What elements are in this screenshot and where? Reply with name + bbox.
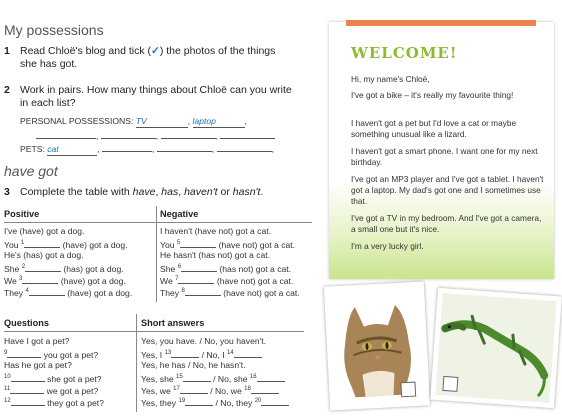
exercise-3-instructions bbox=[20, 186, 263, 199]
pets-blank[interactable] bbox=[102, 142, 152, 152]
item-number: 19 bbox=[178, 398, 186, 405]
negative-row bbox=[160, 238, 295, 250]
answer-blank[interactable] bbox=[7, 348, 41, 358]
blog-paragraph-1: Hi, my name's Chloë, bbox=[351, 74, 430, 84]
answer-blank[interactable] bbox=[22, 274, 58, 284]
item-number: 10 bbox=[4, 374, 11, 381]
negative-row bbox=[160, 250, 270, 260]
possessions-answer-1[interactable]: TV bbox=[136, 116, 188, 128]
questions-header: Questions bbox=[4, 318, 49, 328]
positive-row bbox=[4, 226, 84, 236]
item-number: 20 bbox=[254, 398, 262, 405]
pets-blank[interactable] bbox=[157, 142, 212, 152]
negative-row bbox=[160, 274, 293, 286]
short-answer-row bbox=[141, 396, 289, 408]
item-number: 3 bbox=[19, 276, 23, 283]
item-number: 8 bbox=[181, 288, 185, 295]
row-text: they got a pet? bbox=[44, 398, 104, 408]
item-number: 1 bbox=[20, 240, 25, 247]
row-text: Have I got a pet? bbox=[4, 336, 70, 346]
negative-row bbox=[160, 286, 300, 298]
word-havent: haven't bbox=[184, 186, 218, 198]
exercise-3-sep: , bbox=[155, 186, 162, 198]
answer-blank[interactable] bbox=[257, 372, 285, 382]
row-text: / No, we bbox=[207, 386, 245, 396]
item-number: 17 bbox=[173, 386, 180, 393]
exercise-2-text-a: Work in pairs. How many things about Chloë can you write bbox=[20, 84, 292, 96]
question-row bbox=[4, 360, 72, 370]
positive-row bbox=[4, 274, 126, 286]
pets-line: PETS: cat , , , , bbox=[20, 144, 274, 154]
table-2-rule bbox=[4, 331, 304, 332]
answer-blank[interactable] bbox=[178, 274, 214, 284]
possessions-blank[interactable] bbox=[36, 129, 96, 139]
exercise-2-instructions bbox=[20, 84, 320, 110]
blog-card-top-strip bbox=[346, 20, 536, 26]
row-text: Has he got a pet? bbox=[4, 360, 72, 370]
pets-answer-1[interactable]: cat bbox=[47, 144, 97, 156]
row-text: You bbox=[4, 240, 21, 250]
row-text: You bbox=[160, 240, 177, 250]
row-text: / No, they bbox=[213, 398, 255, 408]
lizard-photo bbox=[430, 288, 562, 408]
table-1-rule bbox=[4, 222, 312, 223]
row-text: (have not) got a cat. bbox=[220, 288, 300, 298]
row-text: They bbox=[4, 288, 26, 298]
answer-blank[interactable] bbox=[11, 372, 45, 382]
item-number: 14 bbox=[226, 350, 234, 357]
blog-paragraph-3: I haven't got a pet but I'd love a cat or maybe something unusual like a lizard. bbox=[351, 118, 517, 139]
lizard-image bbox=[430, 288, 562, 408]
word-have: have bbox=[132, 186, 156, 198]
item-number: 5 bbox=[176, 240, 181, 247]
row-text: (have) got a dog. bbox=[60, 240, 128, 250]
answer-blank[interactable] bbox=[10, 384, 44, 394]
item-number: 15 bbox=[176, 374, 183, 381]
exercise-3-text-a: Complete the table with bbox=[20, 186, 133, 198]
answer-blank[interactable] bbox=[11, 396, 45, 406]
possessions-answer-2[interactable]: laptop bbox=[193, 116, 245, 128]
exercise-1-text-a: Read Chloë's blog and tick ( bbox=[20, 45, 151, 57]
row-text: Yes, he has / No, he hasn't. bbox=[141, 360, 246, 370]
question-row bbox=[4, 384, 98, 396]
positive-row bbox=[4, 250, 84, 260]
cat-tick-box[interactable] bbox=[401, 382, 416, 397]
answer-blank[interactable] bbox=[29, 286, 65, 296]
blog-paragraph-4: I haven't got a smart phone. I want one for my next birthday. bbox=[351, 146, 538, 167]
row-text: (have not) got a cat. bbox=[214, 276, 294, 286]
positive-header: Positive bbox=[4, 209, 40, 219]
lizard-tick-box[interactable] bbox=[443, 376, 458, 391]
row-text: Yes, they bbox=[141, 398, 179, 408]
exercise-1-number: 1 bbox=[4, 45, 10, 57]
cat-photo bbox=[324, 281, 430, 410]
negative-header: Negative bbox=[160, 209, 199, 219]
answer-blank[interactable] bbox=[171, 348, 199, 358]
row-text: She bbox=[160, 264, 178, 274]
answer-blank[interactable] bbox=[261, 396, 289, 406]
answer-blank[interactable] bbox=[183, 372, 211, 382]
row-text: you got a pet? bbox=[41, 350, 99, 360]
possessions-blank[interactable] bbox=[220, 129, 275, 139]
row-text: Yes, she bbox=[141, 374, 177, 384]
answer-blank[interactable] bbox=[185, 286, 221, 296]
possessions-blanks-row: , , , bbox=[36, 129, 275, 142]
row-text: she got a pet? bbox=[44, 374, 102, 384]
blog-paragraph-5: I've got an MP3 player and I've got a tablet. I haven't got a laptop. My dad's got one and I sometimes use that. bbox=[351, 174, 544, 206]
question-row bbox=[4, 372, 102, 384]
item-number: 6 bbox=[177, 264, 182, 271]
negative-row bbox=[160, 262, 291, 274]
answer-blank[interactable] bbox=[24, 238, 60, 248]
exercise-1-instructions bbox=[20, 45, 310, 71]
possessions-line: PERSONAL POSSESSIONS: TV , laptop , bbox=[20, 116, 247, 126]
blog-paragraph-6: I've got a TV in my bedroom. And I've got a camera, a small one but it's nice. bbox=[351, 213, 542, 234]
row-text: She bbox=[4, 264, 22, 274]
blog-title: WELCOME! bbox=[351, 44, 458, 62]
row-text: He's (has) got a dog. bbox=[4, 250, 84, 260]
table-2-divider bbox=[136, 314, 137, 412]
short-answer-row bbox=[141, 360, 246, 370]
short-answer-row bbox=[141, 336, 266, 346]
exercise-1-text-c: she has got. bbox=[20, 58, 78, 70]
exercise-3-number: 3 bbox=[4, 186, 10, 198]
blog-paragraph-7: I'm a very lucky girl. bbox=[351, 241, 424, 251]
answer-blank[interactable] bbox=[180, 384, 208, 394]
short-answer-row bbox=[141, 372, 285, 384]
exercise-2-number: 2 bbox=[4, 84, 10, 96]
question-row bbox=[4, 396, 104, 408]
question-row bbox=[4, 348, 98, 360]
item-number: 11 bbox=[4, 386, 11, 393]
short-answers-header: Short answers bbox=[141, 318, 205, 328]
item-number: 4 bbox=[25, 288, 29, 295]
item-number: 18 bbox=[244, 386, 251, 393]
row-text: Yes, you have. / No, you haven't. bbox=[141, 336, 267, 346]
row-text: We bbox=[4, 276, 20, 286]
row-text: we got a pet? bbox=[44, 386, 99, 396]
possessions-label: PERSONAL POSSESSIONS: bbox=[20, 116, 134, 126]
section-title: My possessions bbox=[4, 22, 104, 38]
tick-icon: ✓ bbox=[151, 45, 160, 57]
exercise-2-text-b: in each list? bbox=[20, 97, 76, 109]
possessions-blank[interactable] bbox=[161, 129, 216, 139]
word-hasnt: hasn't bbox=[232, 186, 261, 198]
item-number: 7 bbox=[175, 276, 179, 283]
row-text: Yes, I bbox=[141, 350, 165, 360]
answer-blank[interactable] bbox=[181, 262, 217, 272]
short-answer-row bbox=[141, 384, 279, 396]
row-text: (have not) got a cat. bbox=[216, 240, 296, 250]
question-row bbox=[4, 336, 69, 346]
negative-row bbox=[160, 226, 271, 236]
exercise-3-sep: , bbox=[178, 186, 185, 198]
row-text: (has not) got a cat. bbox=[217, 264, 292, 274]
positive-row bbox=[4, 238, 128, 250]
pets-label: PETS: bbox=[20, 144, 45, 154]
blog-card bbox=[329, 22, 554, 279]
possessions-blank[interactable] bbox=[101, 129, 156, 139]
word-has: has bbox=[161, 186, 179, 198]
exercise-3-sep: or bbox=[217, 186, 233, 198]
item-number: 13 bbox=[164, 350, 172, 357]
answer-blank[interactable] bbox=[185, 396, 213, 406]
row-text: He hasn't (has not) got a cat. bbox=[160, 250, 271, 260]
answer-blank[interactable] bbox=[234, 348, 262, 358]
table-1-divider bbox=[156, 206, 157, 302]
row-text: We bbox=[160, 276, 176, 286]
row-text: (have) got a dog. bbox=[58, 276, 126, 286]
item-number: 16 bbox=[249, 374, 257, 381]
row-text: They bbox=[160, 288, 182, 298]
answer-blank[interactable] bbox=[251, 384, 279, 394]
row-text: (has) got a dog. bbox=[61, 264, 124, 274]
answer-blank[interactable] bbox=[25, 262, 61, 272]
item-number: 2 bbox=[21, 264, 26, 271]
short-answer-row bbox=[141, 348, 262, 360]
item-number: 12 bbox=[4, 398, 11, 405]
row-text: / No, she bbox=[210, 374, 250, 384]
row-text: I haven't (have not) got a cat. bbox=[160, 226, 272, 236]
positive-row bbox=[4, 286, 132, 298]
row-text: Yes, we bbox=[141, 386, 174, 396]
grammar-title: have got bbox=[4, 163, 58, 179]
row-text: I've (have) got a dog. bbox=[4, 226, 85, 236]
row-text: / No, I bbox=[199, 350, 227, 360]
positive-row bbox=[4, 262, 124, 274]
cat-image bbox=[324, 281, 430, 410]
row-text: (have) got a dog. bbox=[64, 288, 133, 298]
blog-paragraph-2: I've got a bike – it's really my favourite thing! bbox=[351, 90, 514, 100]
answer-blank[interactable] bbox=[180, 238, 216, 248]
item-number: 9 bbox=[4, 350, 8, 357]
exercise-1-text-b: ) the photos of the things bbox=[159, 45, 276, 57]
pets-blank[interactable] bbox=[217, 142, 272, 152]
exercise-3-end: . bbox=[260, 186, 264, 198]
